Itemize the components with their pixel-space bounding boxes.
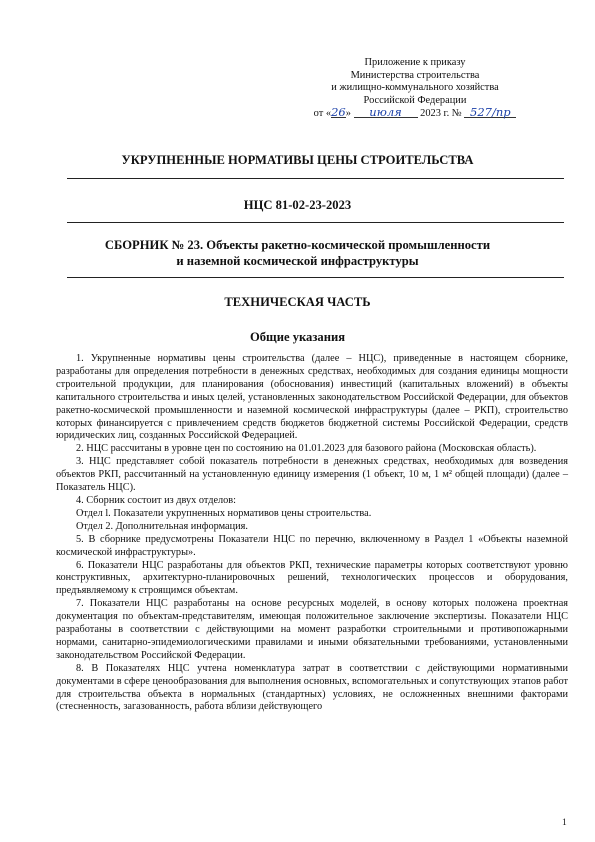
paragraph: 3. НЦС представляет собой показатель потребности в денежных средствах, необходимых для возведения объектов РКП, рассчитанный на установленную единицу измерения (1 объект, 10 м, 1 м² общей площади) (далее – Показатель НЦС). <box>56 456 568 494</box>
paragraph: 8. В Показателях НЦС учтена номенклатура затрат в соответствии с действующими нормативными документами в сфере ценообразования для выполнения основных, вспомогательных и сопутствующих этапов работ для строительства объекта в нормальных (стандартных) условиях, не осложненных внешними факторами (стесненность, загазованность, работа вблизи действующего <box>56 662 568 713</box>
collection-title-line-1: СБОРНИК № 23. Объекты ракетно-космической промышленности <box>104 238 491 252</box>
divider <box>67 222 564 223</box>
paragraph: 6. Показатели НЦС разработаны для объектов РКП, технические параметры которых соответствуют уровню конструктивных, архитектурно-планировочных решений, технологических процессов и оборудования, предъявляемому к строящимся объектам. <box>56 559 568 597</box>
paragraph: 7. Показатели НЦС разработаны на основе ресурсных моделей, в основу которых положена проектная документация по объектам-представителям, имеющая положительное заключение экспертизы. Показатели НЦС разработаны в соответствии с действующими на момент разработки строительными и противопожарными нормами, санитарно-эпидемиологическими правилами и иными обязательными требованиями, установленными законодательством Российской Федерации. <box>56 598 568 661</box>
appendix-line-2: Министерства строительства <box>350 69 480 81</box>
part-title: ТЕХНИЧЕСКАЯ ЧАСТЬ <box>224 295 371 309</box>
date-prefix: от « <box>313 108 332 119</box>
handwritten-day: 26 <box>331 105 346 119</box>
appendix-block <box>300 57 530 121</box>
handwritten-month: июля <box>354 107 418 118</box>
paragraph: 2. НЦС рассчитаны в уровне цен по состоянию на 01.01.2023 для базового района (Московская область). <box>76 443 537 455</box>
paragraph: 4. Сборник состоит из двух отделов: <box>76 494 237 506</box>
paragraph: 1. Укрупненные нормативы цены строительства (далее – НЦС), приведенные в настоящем сборнике, разработаны для определения потребности в денежных средствах, необходимых для создания единицы мощности строительной продукции, для планирования (обоснования) инвестиций (капитальных вложений) в объекты капитального строительства и иных целей, установленных законодательством Российской Федерации, для объектов ракетно-космической промышленности и наземной космической инфраструктуры (далее – РКП), строительство которых финансируется с привлечением средств бюджетов бюджетной системы Российской Федерации, средств юридических лиц, созданных Российской Федерацией. <box>56 353 568 442</box>
section-title: Общие указания <box>249 330 346 344</box>
appendix-line-4: Российской Федерации <box>363 94 467 106</box>
divider <box>67 277 564 278</box>
paragraph: 5. В сборнике предусмотрены Показатели НЦС по перечню, включенному в Раздел 1 «Объекты наземной космической инфраструктуры». <box>56 533 568 558</box>
divider <box>67 178 564 179</box>
main-title: УКРУПНЕННЫЕ НОРМАТИВЫ ЦЕНЫ СТРОИТЕЛЬСТВА <box>121 153 474 167</box>
year-text: 2023 г. № <box>420 108 462 119</box>
paragraph: Отдел 2. Дополнительная информация. <box>76 520 248 532</box>
body-text <box>56 353 568 714</box>
appendix-line-3: и жилищно-коммунального хозяйства <box>331 82 499 93</box>
date-mid: » <box>345 108 351 119</box>
code-title: НЦС 81-02-23-2023 <box>243 198 352 212</box>
collection-title-line-2: и наземной космической инфраструктуры <box>176 254 419 268</box>
page-number: 1 <box>562 818 567 828</box>
paragraph: Отдел l. Показатели укрупненных нормативов цены строительства. <box>76 507 372 519</box>
handwritten-number: 527/пр <box>464 107 516 118</box>
appendix-line-1: Приложение к приказу <box>364 57 466 68</box>
appendix-date-line <box>300 107 530 121</box>
